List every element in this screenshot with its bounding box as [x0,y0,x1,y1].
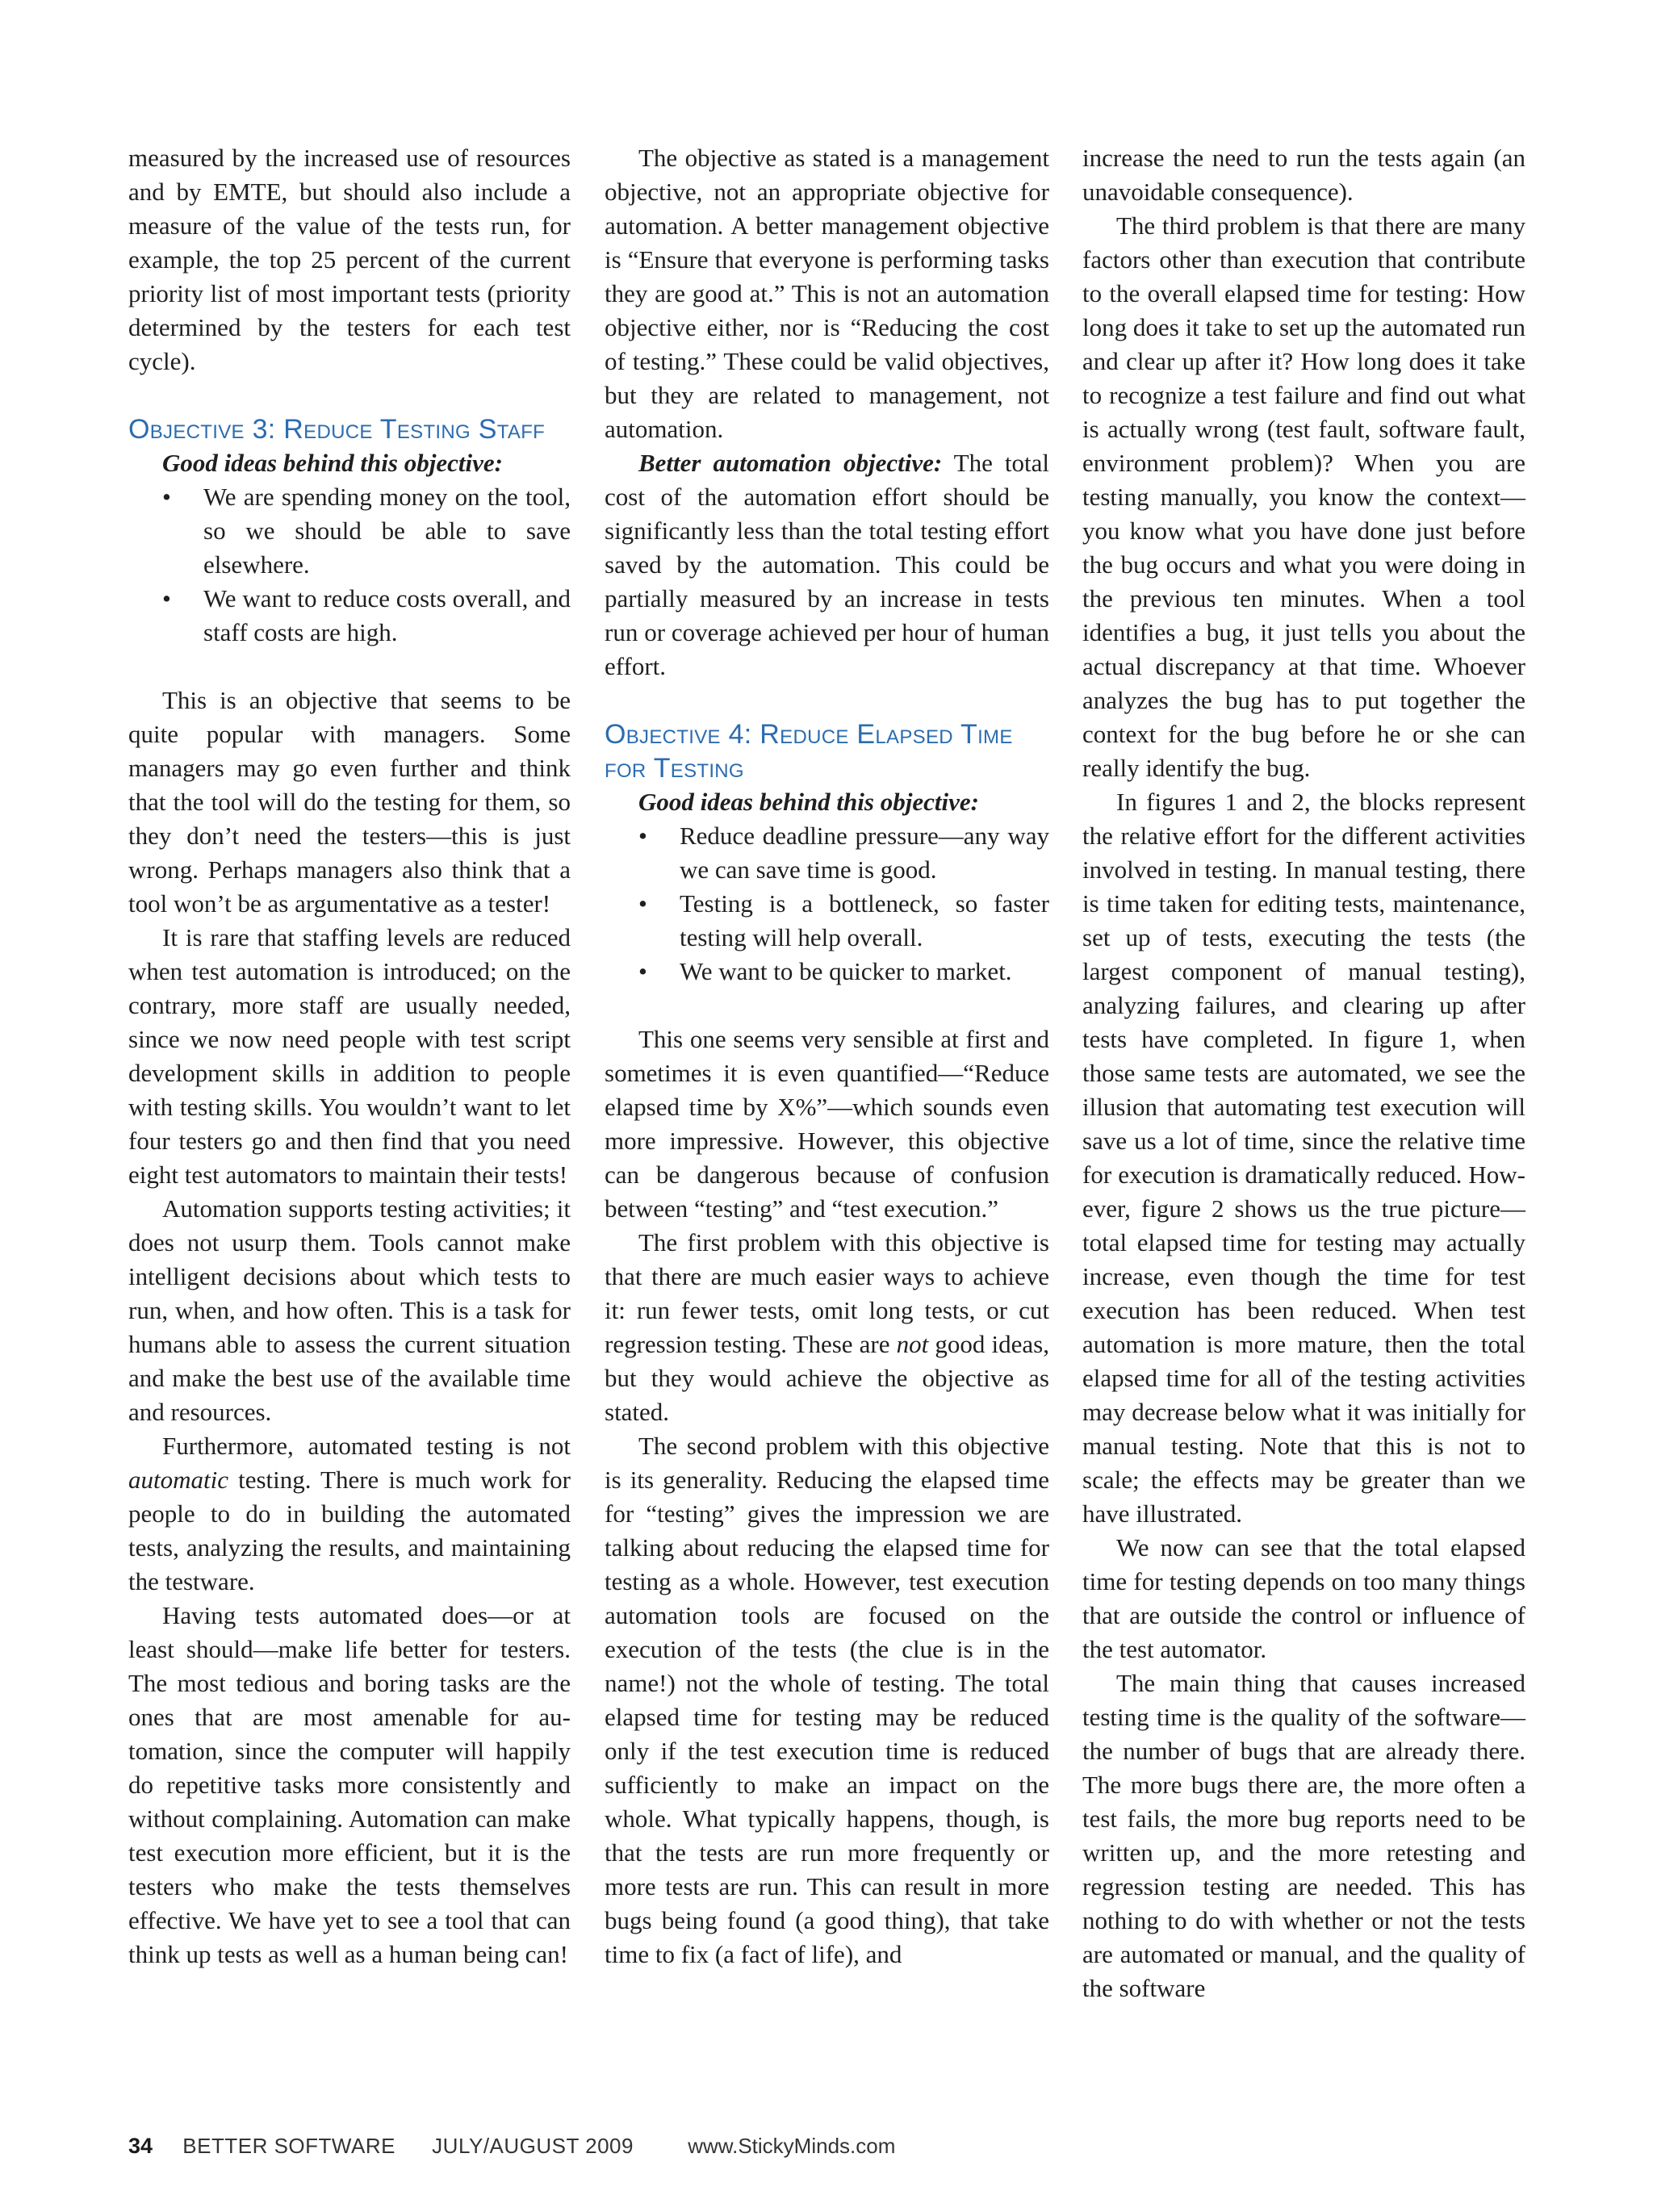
bullet-icon: • [638,889,647,918]
paragraph-popular-with-managers: This is an objective that seems to be quite popular with managers. Some managers may go even further and think that the tool will do the testing for them, so they don’t need the testers—this is just wrong. Perhaps managers also think that a tool won’t be as argumentative as a tester! [128,686,571,918]
paragraph-life-better: Having tests automated does—or at least should—make life better for testers. The most tedious and boring tasks are the ones that are most amenable for automation, since the computer will happily do repetitive tasks more consistently and without complaining. Automation can make test execution more efficient, but it is the testers who make the tests themselves effective. We have yet to see a tool that can think up tests as well as a human being can! [128,1601,571,1968]
paragraph-figures: In figures 1 and 2, the blocks represent the relative effort for the different activities involved in testing. In manual testing, there is time taken for editing tests, maintenance, set up of tests, executing the tests (the largest component of manual testing), analyzing failures, and clearing up after tests have completed. In figure 1, when those same tests are automated, we see the illusion that automating test execution will save us a lot of time, since the relative time for execution is dramatically reduced. However, figure 2 shows us the true picture—total elapsed time for testing may actually increase, even though the time for test execution has been reduced. When test automation is more mature, then the total elapsed time for all of the testing activities may decrease below what it was initially for manual testing. Note that this is not to scale; the effects may be greater than we have illustrated. [1082,788,1525,1528]
list-item: • Reduce deadline pressure—any way we can save time is good. [605,819,1049,887]
paragraph-staffing-levels: It is rare that staffing levels are reduced when test automation is introduced; on the contrary, more staff are usually needed, since we now need people with test script development skills in addition to people with testing skills. You wouldn’t want to let four testers go and then find that you need eight test automators to maintain their tests! [128,923,571,1189]
good-ideas-label: Good ideas behind this objective: [162,449,503,477]
paragraph-increase-need: increase the need to run the tests again (an unavoidable consequence). [1082,144,1525,206]
page-number: 34 [128,2134,153,2158]
good-ideas-list [605,819,1049,989]
heading-objective-3: Objective 3: Reduce Testing Staff [128,414,546,445]
paragraph-management-objective: The objective as stated is a management objective, not an appropriate objective for automation. A better management objective is “Ensure that everyone is performing tasks they are good at.” This is not an automation objective either, nor is “Reducing the cost of testing.” These could be valid objectives, but they are related to management, not automation. [605,144,1049,443]
paragraph-first-problem: The first problem with this objective is that there are much easier ways to achieve it: run fewer tests, omit long tests, or cut regression testing. These are not good ideas, but they would achieve the objective as stated. [605,1228,1049,1426]
paragraph-sensible-at-first: This one seems very sensible at first and sometimes it is even quantified—“Reduce elapsed time by X%”—which sounds even more impressive. However, this objective can be dangerous because of confusion between “testing” and “test execution.” [605,1025,1049,1223]
list-item: • We want to reduce costs overall, and staff costs are high. [128,582,571,650]
paragraph-better-automation-objective: Better automation objective: The total cost of the automation effort should be significantly less than the total testing effort saved by the automation. This could be partially measured by an increase in tests run or coverage achieved per hour of human effort. [605,449,1049,680]
publication-name: BETTER SOFTWARE [182,2134,395,2158]
issue-date: JULY/AUGUST 2009 [432,2134,634,2158]
column-1 [128,141,571,1972]
good-ideas-list [128,480,571,650]
bullet-icon: • [162,584,171,613]
column-2 [605,141,1049,1972]
paragraph-third-problem: The third problem is that there are many factors other than execution that contribute to the overall elapsed time for testing: How long does it take to set up the automated run and clear up after it? How long does it take to recognize a test failure and find out what is actually wrong (test fault, software fault, environment problem)? When you are testing manually, you know the context—you know what you have done just before the bug occurs and what you were doing in the previous ten minutes. When a tool identifies a bug, it just tells you about the actual discrepancy at that time. Whoever analyzes the bug has to put together the context for the bug before he or she can really identify the bug. [1082,211,1525,782]
column-3 [1082,141,1525,2005]
bullet-icon: • [638,957,647,985]
list-item: • Testing is a bottleneck, so faster testing will help overall. [605,887,1049,955]
heading-objective-4: Objective 4: Reduce Elapsed Time for Testing [605,719,1013,784]
paragraph-not-automatic: Furthermore, automated testing is not automatic testing. There is much work for people to do in building the automated tests, analyzing the results, and maintaining the testware. [128,1432,571,1595]
paragraph-second-problem: The second problem with this objective is its generality. Reducing the elapsed time for “testing” gives the impression we are talking about reducing the elapsed time for testing as a whole. However, test execution automation tools are focused on the execution of the tests (the clue is in the name!) not the whole of testing. The total elapsed time for testing may be reduced only if the test execution time is reduced sufficiently to make an impact on the whole. What typically happens, though, is that the tests are run more frequently or more tests are run. This can result in more bugs being found (a good thing), that take time to fix (a fact of life), and [605,1432,1049,1968]
list-item: • We want to be quicker to market. [605,955,1049,989]
list-item: • We are spending money on the tool, so we should be able to save elsewhere. [128,480,571,582]
bullet-icon: • [638,822,647,850]
bullet-icon: • [162,483,171,511]
paragraph-total-elapsed: We now can see that the total elapsed time for testing depends on too many things that are outside the control or influence of the test automator. [1082,1533,1525,1663]
page-footer [128,2134,895,2159]
good-ideas-label: Good ideas behind this objective: [638,788,979,816]
paragraph-measured: measured by the increased use of resources and by EMTE, but should also include a measure of the value of the tests run, for example, the top 25 percent of the current priority list of most important tests (priority determined by the testers for each test cycle). [128,144,571,375]
paragraph-automation-supports: Automation supports testing activities; it does not usurp them. Tools cannot make intelligent decisions about which tests to run, when, and how often. This is a task for humans able to assess the current situation and make the best use of the available time and resources. [128,1194,571,1426]
paragraph-main-thing: The main thing that causes increased testing time is the quality of the software—the number of bugs that are already there. The more bugs there are, the more often a test fails, the more bug reports need to be written up, and the more retesting and regression testing are needed. This has nothing to do with whether or not the tests are automated or manual, and the quality of the software [1082,1669,1525,2002]
website-link[interactable]: www.StickyMinds.com [688,2134,896,2158]
